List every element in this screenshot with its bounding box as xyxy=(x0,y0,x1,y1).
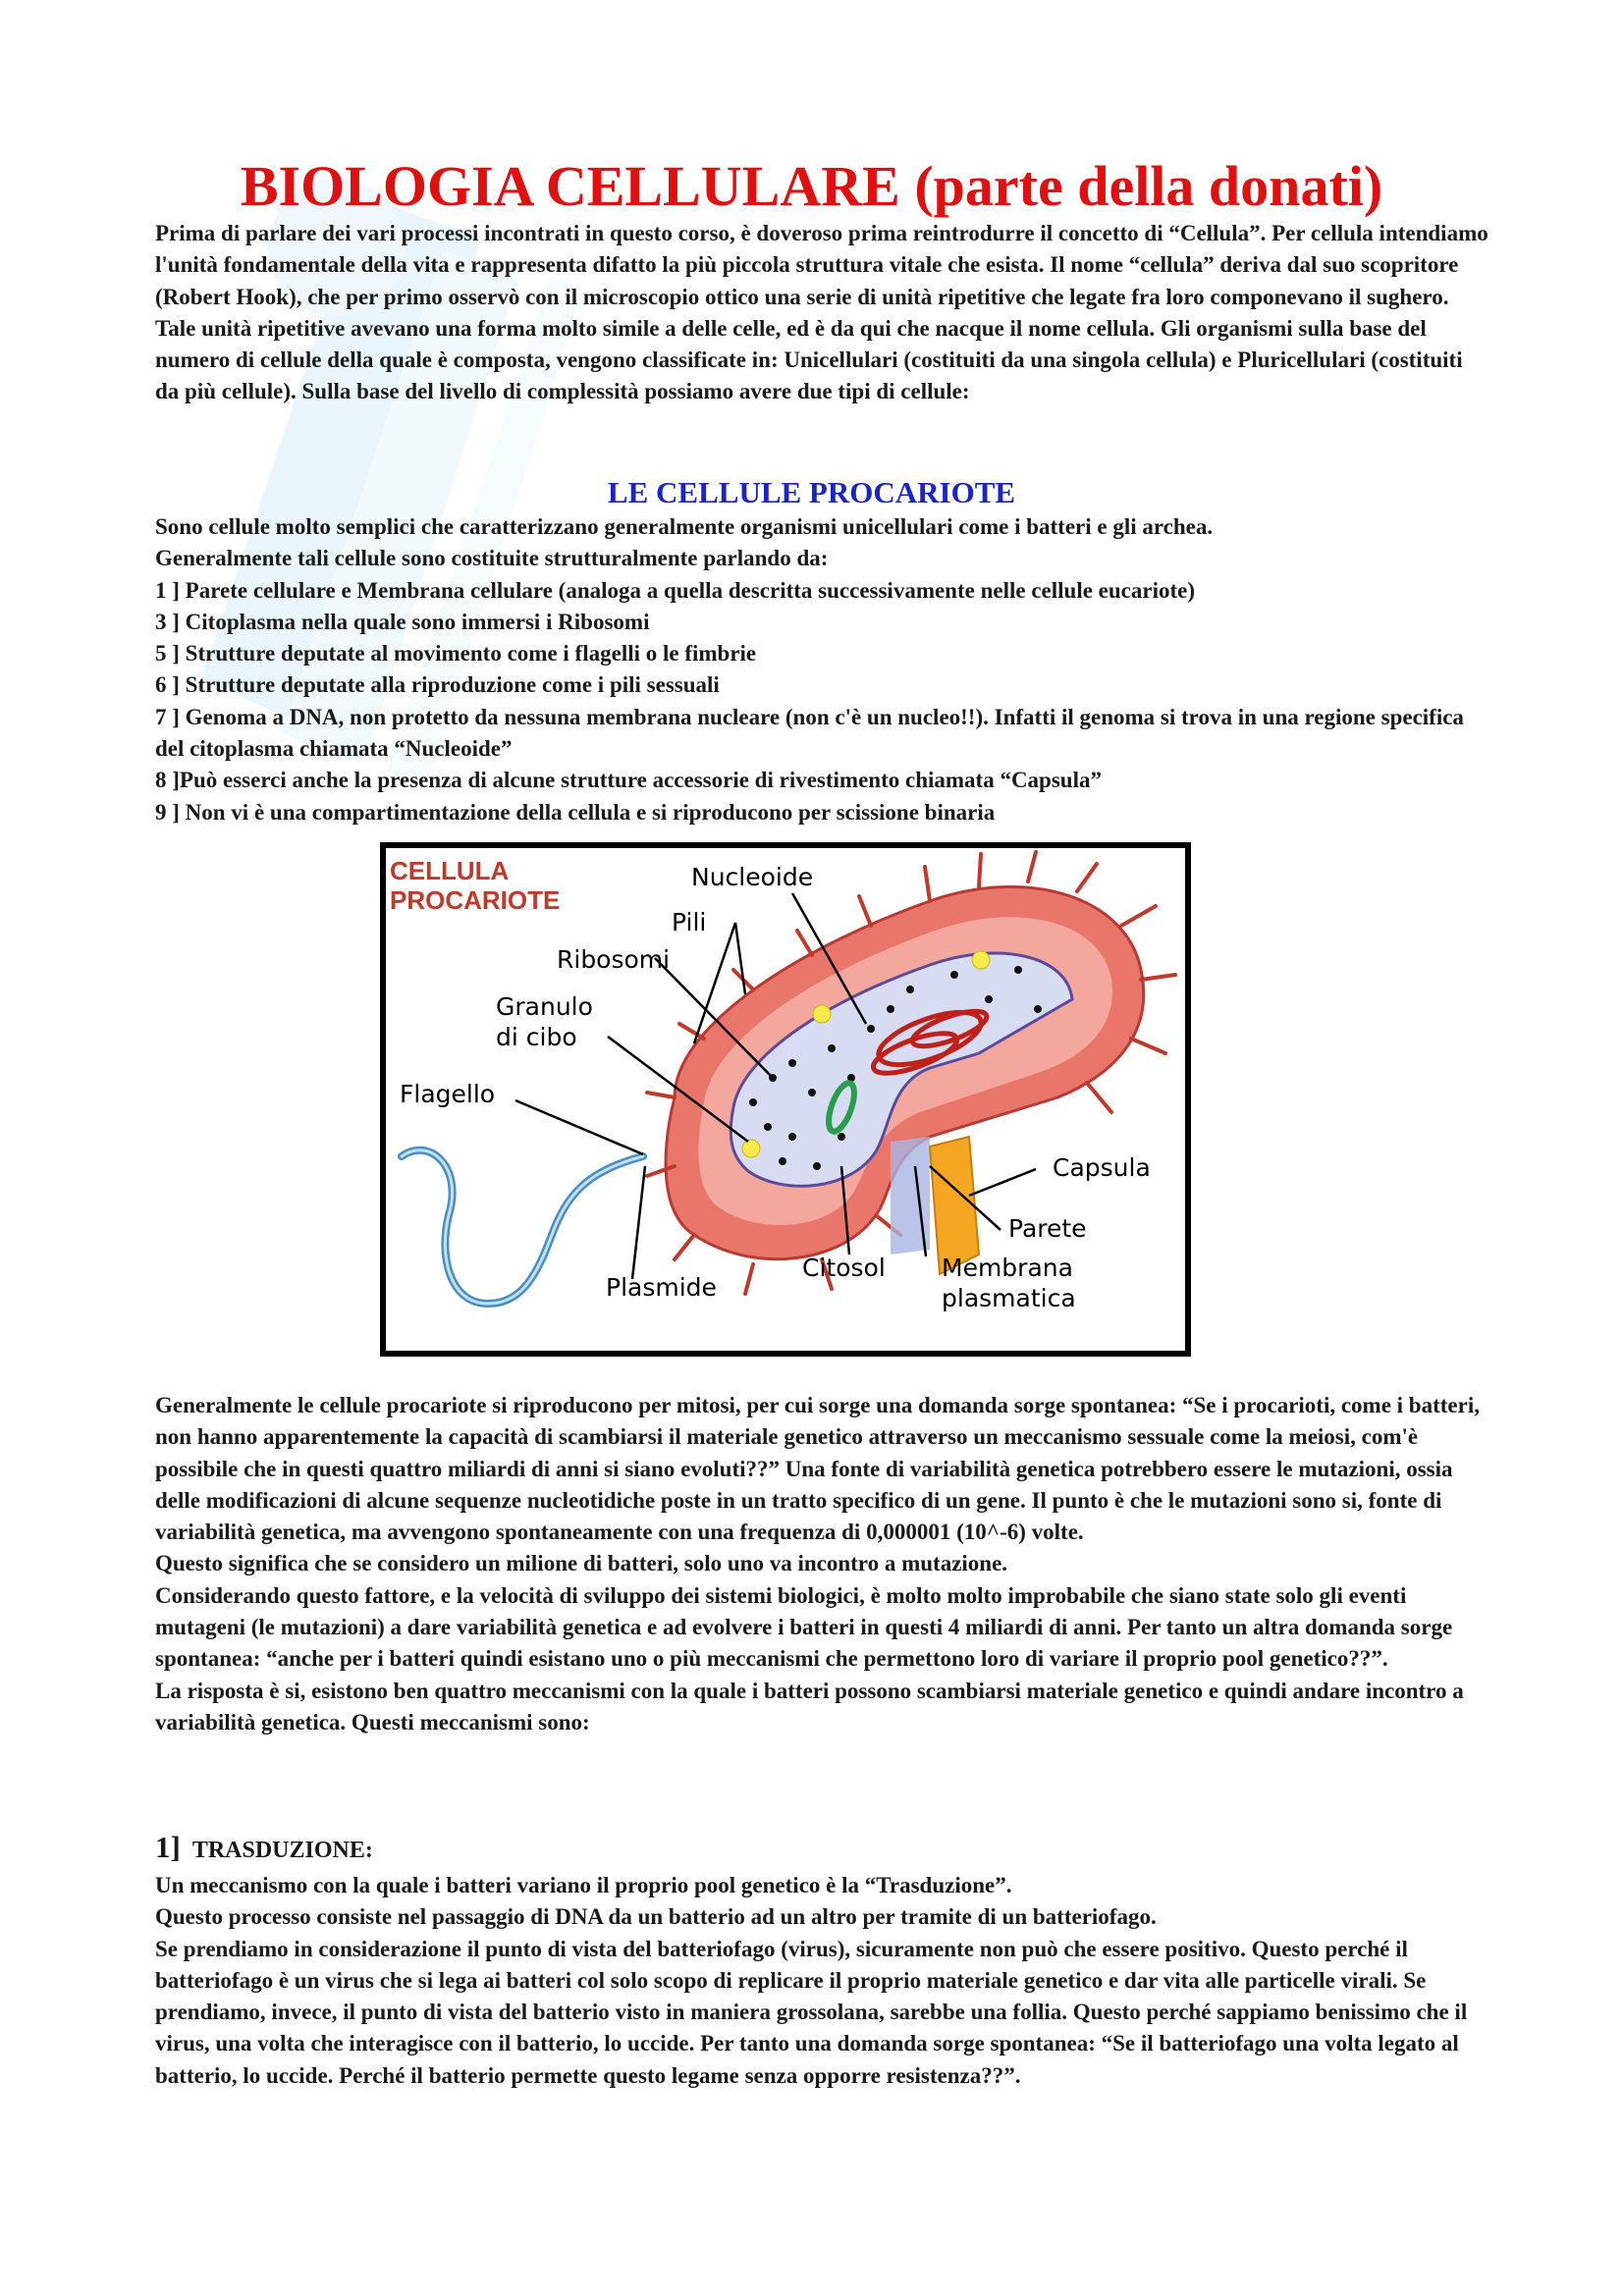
list-item: 8 ]Può esserci anche la presenza di alcune strutture accessorie di rivestimento chiamata “Capsula” xyxy=(155,768,1102,793)
label-parete: Parete xyxy=(1008,1214,1087,1243)
label-ribosomi: Ribosomi xyxy=(557,945,671,974)
label-granulo-2: di cibo xyxy=(496,1023,577,1051)
body-paragraph: Questo significa che se considero un milione di batteri, solo uno va incontro a mutazione. xyxy=(155,1551,1008,1576)
list-item: 3 ] Citoplasma nella quale sono immersi i Ribosomi xyxy=(155,609,650,634)
list-item: 9 ] Non vi è una compartimentazione della cellula e si riproducono per scissione binaria xyxy=(155,799,996,825)
document-title: BIOLOGIA CELLULARE (parte della donati) xyxy=(240,154,1383,218)
body-paragraph: Considerando questo fattore, e la velocità di sviluppo dei sistemi biologici, è molto molto improbabile che siano state solo gli eventi mutageni (le mutazioni) a dare variabilità genetica e ad evolvere i batteri in questi 4 miliardi di anni. Per tanto un altra domanda sorge spontanea: “anche per i batteri quindi esistano uno o più meccanismi che permettono loro di variare il proprio pool genetico??”. xyxy=(155,1582,1453,1672)
trasduzione-paragraph: Un meccanismo con la quale i batteri variano il proprio pool genetico è la “Trasduzione”. xyxy=(155,1873,1012,1897)
label-nucleoide: Nucleoide xyxy=(691,863,814,891)
trasduzione-paragraph: Questo processo consiste nel passaggio di DNA da un batterio ad un altro per tramite di un batteriofago. xyxy=(155,1904,1157,1930)
list-item: 5 ] Strutture deputate al movimento come i flagelli o le fimbrie xyxy=(155,641,757,667)
trasduzione-paragraph: Se prendiamo in considerazione il punto di vista del batteriofago (virus), sicuramente non può che essere positivo. Questo perché il batteriofago è un virus che si lega ai batteri col solo scopo di replicare il proprio materiale genetico e dar vita alle particelle virali. Se prendiamo, invece, il punto di vista del batterio visto in maniera grossolana, sarebbe una follia. Questo perché sappiamo benissimo che il virus, una volta che interagisce con il batterio, lo uccide. Per tanto una domanda sorge spontanea: “Se il batteriofago una volta legato al batterio, lo uccide. Perché il batterio permette questo legame senza opporre resistenza??”. xyxy=(155,1936,1468,2088)
intro-section xyxy=(155,218,1490,408)
subsection-number: 1] xyxy=(155,1830,181,1864)
list-item: 1 ] Parete cellulare e Membrana cellulare (analoga a quella descritta successivamente nelle cellule eucariote) xyxy=(155,577,1195,603)
list-item: 7 ] Genoma a DNA, non protetto da nessuna membrana nucleare (non c'è un nucleo!!). Infatti il genoma si trova in una regione specifica del citoplasma chiamata “Nucleoide” xyxy=(155,704,1464,762)
figure-title-line2: PROCARIOTE xyxy=(390,885,561,915)
granulo-shape xyxy=(742,1140,760,1157)
list-line: Generalmente tali cellule sono costituite strutturalmente parlando da: xyxy=(155,546,829,571)
figure-title-line1: CELLULA xyxy=(390,856,510,885)
procarioti-list xyxy=(155,511,1490,828)
cell-diagram-svg xyxy=(380,842,1191,1357)
label-flagello: Flagello xyxy=(400,1080,496,1108)
list-line: Sono cellule molto semplici che caratterizzano generalmente organismi unicellulari come i batteri e gli archea. xyxy=(155,514,1214,539)
label-pili: Pili xyxy=(672,908,707,936)
cell-diagram xyxy=(380,842,1191,1357)
body-paragraph: Generalmente le cellule procariote si riproducono per mitosi, per cui sorge una domanda sorge spontanea: “Se i procarioti, come i batteri, non hanno apparentemente la capacità di scambiarsi il materiale genetico attraverso un meccanismo sessuale come la meiosi, com'è possibile che in questi quattro miliardi di anni si siano evoluti??” Una fonte di variabilità genetica potrebbero essere le mutazioni, ossia delle modificazioni di alcune sequenze nucleotidiche poste in un tratto specifico di un gene. Il punto è che le mutazioni sono si, fonte di variabilità genetica, ma avvengono spontaneamente con una frequenza di 0,000001 (10^-6) volte. xyxy=(155,1393,1480,1545)
label-citosol: Citosol xyxy=(802,1254,886,1282)
label-granulo-1: Granulo xyxy=(496,992,593,1021)
trasduzione-section xyxy=(155,1870,1490,2092)
body-paragraph: La risposta è si, esistono ben quattro meccanismi con la quale i batteri possono scambiarsi materiale genetico e quindi andare incontro a variabilità genetica. Questi meccanismi sono: xyxy=(155,1678,1464,1735)
label-plasmide: Plasmide xyxy=(606,1273,717,1302)
intro-paragraph: Prima di parlare dei vari processi incontrati in questo corso, è doveroso prima reintrodurre il concetto di “Cellula”. Per cellula intendiamo l'unità fondamentale della vita e rappresenta difatto la più piccola struttura vitale che esista. Il nome “cellula” deriva dal suo scopritore (Robert Hook), che per primo osservò con il microscopio ottico una serie di unità ripetitive che legate fra loro componevano il sughero. Tale unità ripetitive avevano una forma molto simile a delle celle, ed è da qui che nacque il nome cellula. Gli organismi sulla base del numero di cellule della quale è composta, vengono classificate in: Unicellulari (costituiti da una singola cellula) e Pluricellulari (costituiti da più cellule). Sulla base del livello di complessità possiamo avere due tipi di cellule: xyxy=(155,221,1488,404)
list-item: 6 ] Strutture deputate alla riproduzione come i pili sessuali xyxy=(155,672,720,698)
body-section xyxy=(155,1390,1490,1738)
subsection-heading xyxy=(155,1830,373,1865)
subsection-label: TRASDUZIONE: xyxy=(191,1838,373,1863)
label-capsula: Capsula xyxy=(1053,1153,1151,1182)
section-title: LE CELLULE PROCARIOTE xyxy=(607,475,1016,509)
label-membrana-2: plasmatica xyxy=(942,1284,1076,1312)
label-membrana-1: Membrana xyxy=(942,1254,1073,1282)
